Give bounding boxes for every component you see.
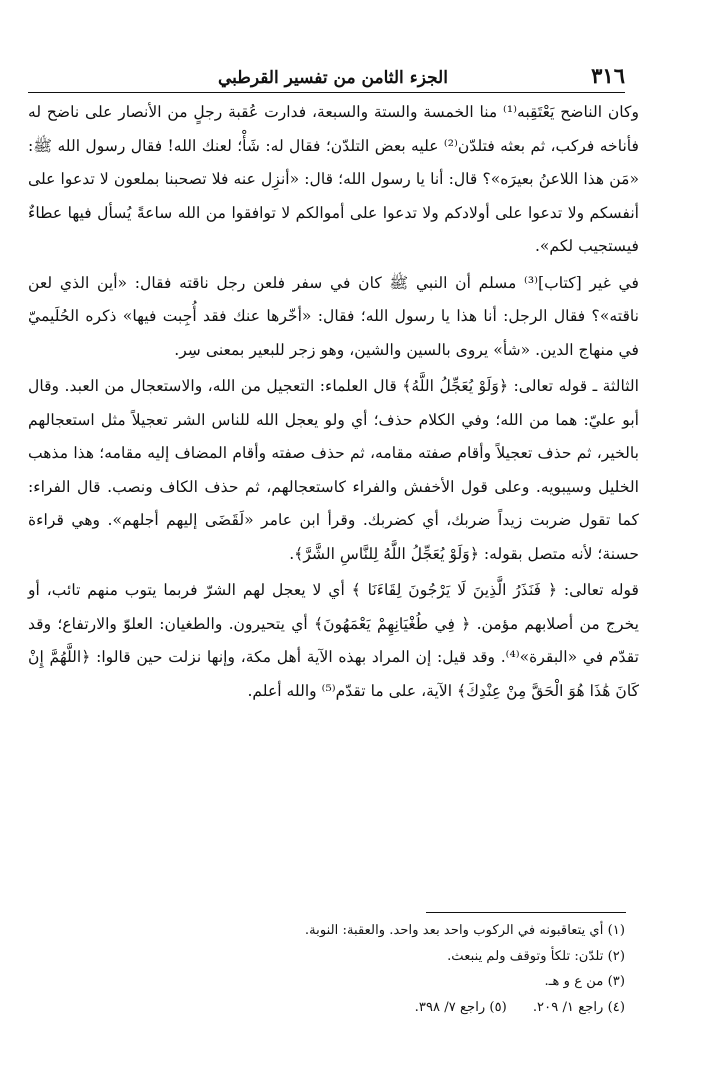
paragraph-muslim-report: في غير [كتاب]⁽³⁾ مسلم أن النبي ﷺ كان في سفر فلعن رجل ناقته فقال: «أين الذي لعن ناقته»؟ فقال الرجل: أنا هذا يا رسول الله؛ فقال: «أخّرها عنك فقد أُجِبت فيها» ذكره الحُلَيميّ في منهاج الدين. «شأ» يروى بالسين والشين، وهو زجر للبعير بمعنى سِر. [28,273,639,359]
footnote-2: (٢) تلدّن: تلكأ وتوقف ولم ينبعث. [447,948,625,964]
footnote-1: (١) أي يتعاقبونه في الركوب واحد بعد واحد. والعقبة: النوبة. [304,923,625,938]
footnote-divider [426,912,626,913]
footnote-3: (٣) من ع و هـ. [544,974,625,989]
running-title: الجزء الثامن من تفسير القرطبي [218,68,448,88]
footnote-4: (٤) راجع ١/ ٢٠٩. [532,999,625,1015]
paragraph-hadith: وكان الناضح يَعْتَقِبه⁽¹⁾ منا الخمسة والستة والسبعة، فدارت عُقبة رجلٍ من الأنصار على ناضح له فأناخه فركب، ثم بعثه فتلدّن⁽²⁾ عليه بعض التلدّن؛ فقال له: شَأْ؛ لعنك الله! فقال رسول الله ﷺ: «مَن هذا اللاعنُ بعيرَه»؟ قال: أنا يا رسول الله؛ قال: «أنزِل عنه فلا تصحبنا بملعون لا تدعوا على أنفسكم ولا تدعوا على أولادكم ولا تدعوا على أموالكم لا توافقوا من الله ساعةً يُسأل فيها عطاءٌ فيستجيب لكم». [28,103,639,255]
running-header [28,58,625,93]
paragraph-verse-commentary: قوله تعالى: ﴿ فَنَذَرُ الَّذِينَ لَا يَرْجُونَ لِقَاءَنَا ﴾ أي لا يعجل لهم الشرّ فربما يتوب منهم تائب، أو يخرج من أصلابهم مؤمن. ﴿ فِي طُغْيَانِهِمْ يَعْمَهُونَ﴾ أي يتحيرون. والطغيان: العلوّ والارتفاع؛ وقد تقدّم في «البقرة»⁽⁴⁾. وقد قيل: إن المراد بهذه الآية أهل مكة، وإنها نزلت حين قالوا: ﴿اللَّهُمَّ إِنْ كَانَ هَٰذَا هُوَ الْحَقَّ مِنْ عِنْدِكَ﴾ الآية، على ما تقدّم⁽⁵⁾ والله أعلم. [28,581,639,700]
paragraph-third-issue: الثالثة ـ قوله تعالى: ﴿وَلَوْ يُعَجِّلُ اللَّهُ﴾ قال العلماء: التعجيل من الله، والاستعجال من العبد. وقال أبو عليّ: هما من الله؛ وفي الكلام حذف؛ أي ولو يعجل الله للناس الشر تعجيلاً مثل استعجالهم بالخير، ثم حذف تعجيلاً وأقام صفته مقامه، ثم حذف صفته وأقام المضاف إليه مقامه؛ هذا مذهب الخليل وسيبويه. وعلى قول الأخفش والفراء كاستعجالهم، ثم حذف الكاف ونصب. قال الفراء: كما تقول ضربت زيداً ضربك، أي كضربك. وقرأ ابن عامر «لَقَضَى إليهم أجلهم». وهي قراءة حسنة؛ لأنه متصل بقوله: ﴿وَلَوْ يُعَجِّلُ اللَّهُ لِلنَّاسِ الشَّرَّ﴾. [28,377,639,563]
footnotes [80,918,625,1020]
body-text [28,96,639,708]
footnote-5: (٥) راجع ٧/ ٣٩٨. [414,999,507,1015]
footnote-row-4-5 [80,995,625,1021]
page-number: ٣١٦ [591,63,625,88]
